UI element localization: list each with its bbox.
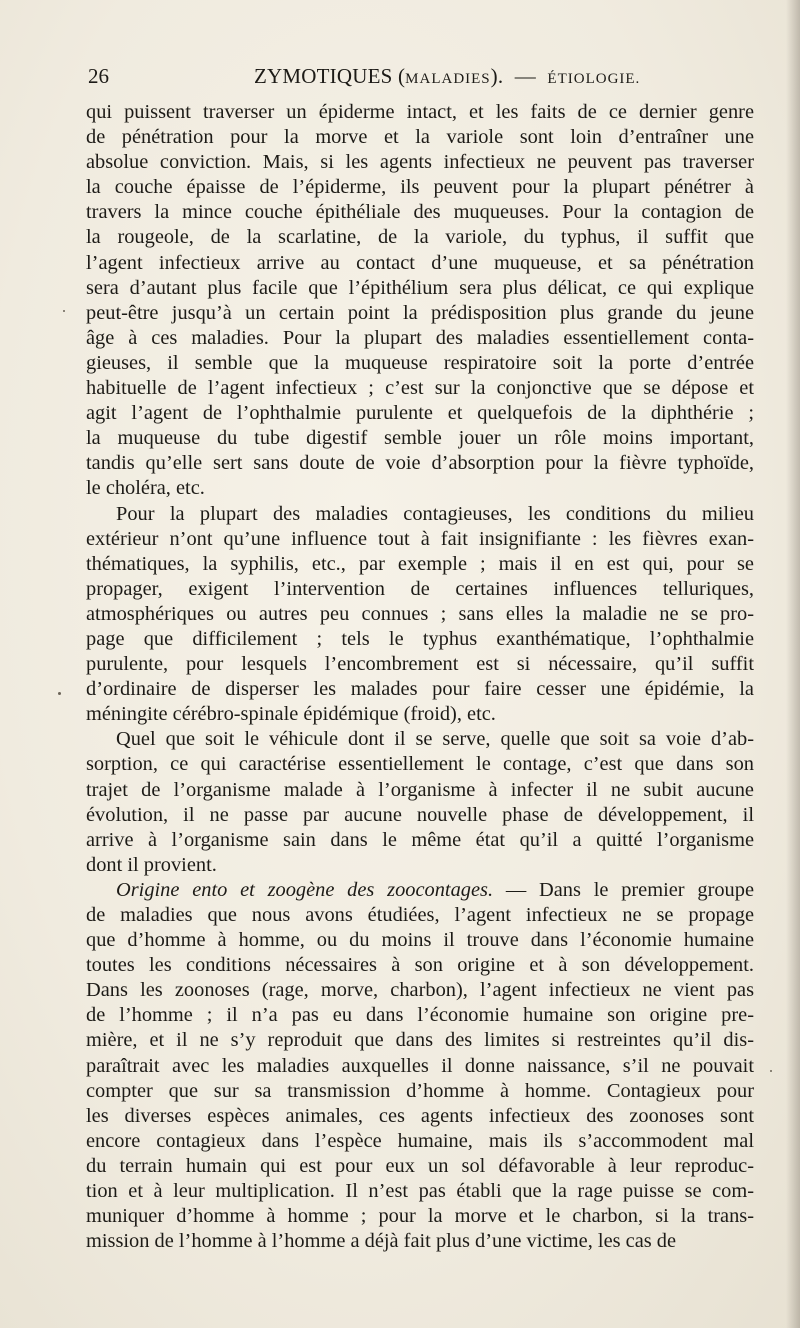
text-line: habituelle de l’agent infectieux ; c’est sur la conjonctive que se dépose et [86, 377, 754, 400]
text-line: arrive à l’organisme sain dans le même état qu’il a quitté l’organisme [86, 828, 754, 851]
text-line: page que difficilement ; tels le typhus exanthématique, l’ophthalmie [86, 627, 754, 650]
text-line: absolue conviction. Mais, si les agents infectieux ne peuvent pas traverser [86, 151, 754, 174]
title-separator: — [514, 64, 536, 88]
text-line: peut-être jusqu’à un certain point la prédisposition plus grande du jeune [86, 301, 754, 324]
text-line: la rougeole, de la scarlatine, de la variole, du typhus, il suffit que [86, 226, 754, 249]
text-line: tion et à leur multiplication. Il n’est pas établi que la rage puisse se com- [86, 1180, 754, 1203]
text-line: encore contagieux dans l’espèce humaine, mais ils s’accommodent mal [86, 1129, 754, 1152]
text-line: trajet de l’organisme malade à l’organisme à infecter il ne subit aucune [86, 778, 754, 801]
text-line: agit l’agent de l’ophthalmie purulente et quelquefois de la diphthérie ; [86, 402, 754, 425]
text-line: la muqueuse du tube digestif semble jouer un rôle moins important, [86, 427, 754, 450]
ink-speck [58, 692, 61, 695]
text-line: mière, et il ne s’y reproduit que dans des limites si restreintes qu’il dis- [86, 1029, 754, 1052]
text-line: Dans les zoonoses (rage, morve, charbon), l’agent infectieux ne vient pas [86, 979, 754, 1002]
text-line: mission de l’homme à l’homme a déjà fait plus d’une victime, les cas de [86, 1230, 677, 1253]
page-number: 26 [88, 64, 109, 88]
page-edge-shadow [786, 0, 800, 1328]
text-line: de maladies que nous avons étudiées, l’agent infectieux ne se propage [86, 904, 754, 926]
text-line: de pénétration pour la morve et la variole sont loin d’entraîner une [86, 126, 754, 149]
text-line: âge à ces maladies. Pour la plupart des maladies essentiellement conta- [86, 326, 754, 349]
text-line: qui puissent traverser un épiderme intact, et les faits de ce dernier genre [86, 101, 754, 123]
text-line: sorption, ce qui caractérise essentiellement le contage, c’est que dans son [86, 753, 754, 776]
text-line: évolution, il ne passe par aucune nouvelle phase de développement, il [86, 803, 754, 826]
running-title [254, 64, 640, 89]
text-line: propager, exigent l’intervention de certaines influences telluriques, [86, 577, 754, 600]
text-line: dont il provient. [86, 853, 217, 876]
paragraph [86, 727, 754, 878]
text-line: muniquer d’homme à homme ; pour la morve et le charbon, si la trans- [86, 1205, 754, 1228]
text-line: compter que sur sa transmission d’homme à homme. Contagieux pour [86, 1079, 754, 1102]
text-line: l’agent infectieux arrive au contact d’une muqueuse, et sa pénétration [86, 251, 754, 274]
text-line: purulente, pour lesquels l’encombrement est si nécessaire, qu’il suffit [86, 653, 754, 676]
text-line: Quel que soit le véhicule dont il se serve, quelle que soit sa voie d’ab- [116, 728, 754, 751]
title-paren-open: ( [397, 64, 406, 88]
title-main: ZYMOTIQUES [254, 64, 393, 88]
text-line: les diverses espèces animales, ces agents infectieux des zoonoses sont [86, 1104, 754, 1127]
text-line: tandis qu’elle sert sans doute de voie d’absorption pour la fièvre typhoïde, [86, 452, 754, 475]
text-line: Pour la plupart des maladies contagieuses, les conditions du milieu [116, 502, 754, 525]
text-line: extérieur n’ont qu’une influence tout à fait insignifiante : les fièvres exan- [86, 527, 754, 550]
paragraph [86, 502, 754, 728]
text-line: toutes les conditions nécessaires à son origine et à son développement. [86, 954, 754, 977]
title-paren-close: ). [490, 64, 504, 88]
text-line: paraîtrait avec les maladies auxquelles il donne naissance, s’il ne pouvait [86, 1054, 754, 1077]
text-line: thématiques, la syphilis, etc., par exemple ; mais il en est qui, pour se [86, 552, 754, 575]
paragraph [86, 100, 754, 502]
text-line: du terrain humain qui est pour eux un sol défavorable à leur reproduc- [86, 1154, 754, 1177]
paragraph [86, 878, 754, 1254]
text-line: gieuses, il semble que la muqueuse respiratoire soit la porte d’entrée [86, 351, 754, 374]
text-line: d’ordinaire de disperser les malades pour faire cesser une épidémie, la [86, 678, 754, 701]
ink-speck [770, 1070, 772, 1072]
ink-speck [63, 310, 65, 312]
text-line: de l’homme ; il n’a pas eu dans l’économie humaine son origine pre- [86, 1004, 754, 1027]
text-line: méningite cérébro-spinale épidémique (froid), etc. [86, 703, 496, 726]
text-line: atmosphériques ou autres peu connues ; sans elles la maladie ne se pro- [86, 602, 754, 625]
text-line: le choléra, etc. [86, 477, 205, 500]
text-line: sera d’autant plus facile que l’épithélium sera plus délicat, ce qui explique [86, 276, 754, 299]
line-text: — Dans le premier groupe [493, 878, 754, 901]
running-header [86, 62, 756, 92]
text-line: la couche épaisse de l’épiderme, ils peuvent pour la plupart pénétrer à [86, 176, 754, 199]
title-small-caps: MALADIES [405, 71, 491, 87]
text-line: travers la mince couche épithéliale des muqueuses. Pour la contagion de [86, 201, 754, 224]
body-text [86, 100, 754, 1254]
text-line [86, 878, 754, 903]
italic-lead: Origine ento et zoogène des zoocontages. [116, 878, 494, 901]
text-line: que d’homme à homme, ou du moins il trouve dans l’économie humaine [86, 929, 754, 952]
title-section: ÉTIOLOGIE. [547, 71, 641, 87]
